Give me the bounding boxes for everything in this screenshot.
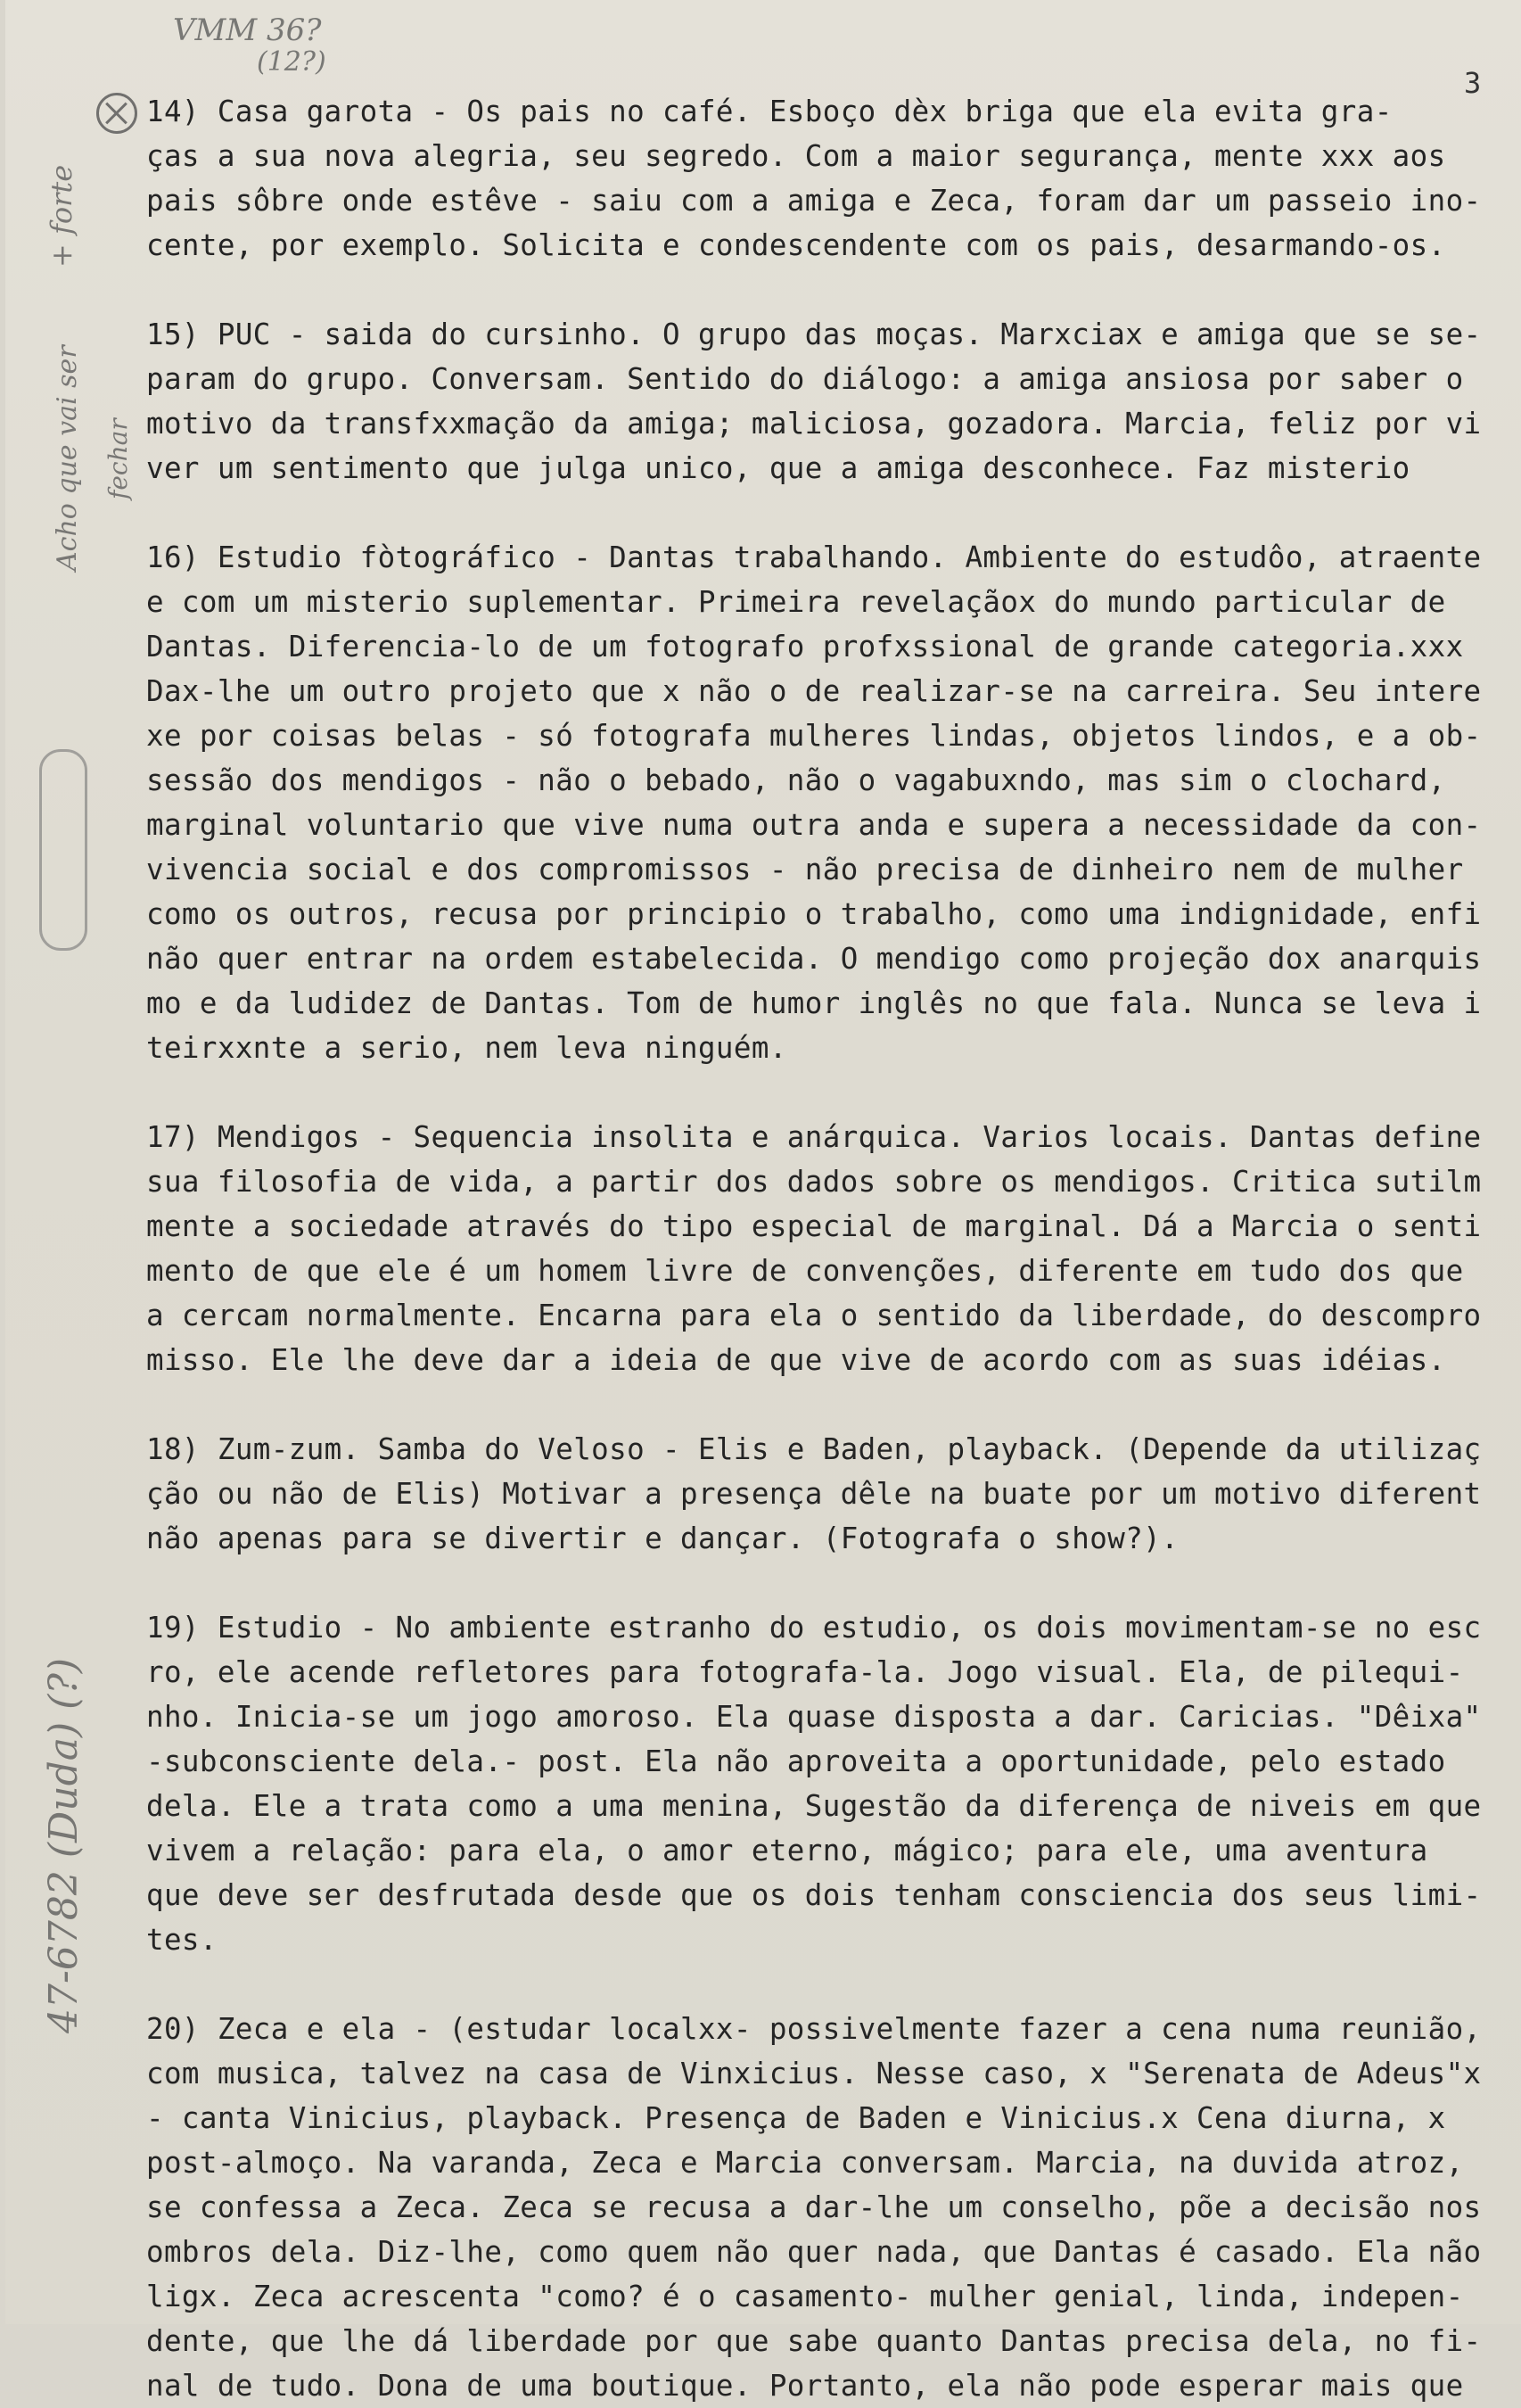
typed-line: 18) Zum-zum. Samba do Veloso - Elis e Baden, playback. (Depende da utilizaç — [146, 1432, 1482, 1466]
typed-line: 17) Mendigos - Sequencia insolita e anárquica. Varios locais. Dantas define — [146, 1120, 1482, 1154]
typed-line: misso. Ele lhe deve dar a ideia de que vive de acordo com as suas idéias. — [146, 1343, 1446, 1377]
typed-line: 14) Casa garota - Os pais no café. Esboço dèx briga que ela evita gra- — [146, 95, 1393, 128]
typed-line: 16) Estudio fòtográfico - Dantas trabalhando. Ambiente do estudôo, atraente — [146, 540, 1482, 574]
typed-line: que deve ser desfrutada desde que os dois tenham consciencia dos seus limi- — [146, 1878, 1482, 1912]
typed-line: 20) Zeca e ela - (estudar localxx- possivelmente fazer a cena numa reunião, — [146, 2012, 1482, 2046]
typed-line: ligx. Zeca acrescenta "como? é o casamento- mulher genial, linda, indepen- — [146, 2280, 1464, 2313]
typed-line: não quer entrar na ordem estabelecida. O mendigo como projeção dox anarquis — [146, 942, 1482, 976]
typed-line: tes. — [146, 1923, 218, 1957]
typed-text-body — [146, 89, 1519, 2408]
typed-line: param do grupo. Conversam. Sentido do diálogo: a amiga ansiosa por saber o — [146, 362, 1464, 396]
typed-line: - canta Vinicius, playback. Presença de Baden e Vinicius.x Cena diurna, x — [146, 2101, 1446, 2135]
typed-line: se confessa a Zeca. Zeca se recusa a dar-lhe um conselho, põe a decisão nos — [146, 2190, 1482, 2224]
typed-line: pais sôbre onde estêve - saiu com a amiga e Zeca, foram dar um passeio ino- — [146, 184, 1482, 218]
typed-line: teirxxnte a serio, nem leva ninguém. — [146, 1031, 787, 1065]
paragraph-gap — [146, 268, 1519, 312]
typed-line: cente, por exemplo. Solicita e condescendente com os pais, desarmando-os. — [146, 228, 1446, 262]
typed-line: 19) Estudio - No ambiente estranho do estudio, os dois movimentam-se no esc — [146, 1611, 1482, 1645]
typed-line: -subconsciente dela.- post. Ela não aproveita a oportunidade, pelo estado — [146, 1744, 1446, 1778]
typewritten-page — [5, 0, 1521, 2403]
typed-line: mo e da ludidez de Dantas. Tom de humor inglês no que fala. Nunca se leva i — [146, 986, 1482, 1020]
handwritten-margin-note-3: fechar — [103, 418, 133, 499]
typed-line: ver um sentimento que julga unico, que a amiga desconhece. Faz misterio — [146, 451, 1410, 485]
typed-line: nho. Inicia-se um jogo amoroso. Ela quase disposta a dar. Caricias. "Dêixa" — [146, 1700, 1482, 1734]
typed-line: não apenas para se divertir e dançar. (Fotografa o show?). — [146, 1521, 1180, 1555]
typed-line: e com um misterio suplementar. Primeira revelaçãox do mundo particular de — [146, 585, 1446, 619]
typed-line: nal de tudo. Dona de uma boutique. Portanto, ela não pode esperar mais que — [146, 2369, 1464, 2403]
paragraph-gap — [146, 491, 1519, 535]
typed-line: Dax-lhe um outro projeto que x não o de realizar-se na carreira. Seu intere — [146, 674, 1482, 708]
typed-line: xe por coisas belas - só fotografa mulheres lindas, objetos lindos, e a ob- — [146, 719, 1482, 753]
handwritten-margin-vertical: 47-6782 (Duda) (?) — [41, 1657, 86, 2033]
typed-line: ção ou não de Elis) Motivar a presença dêle na buate por um motivo diferent — [146, 1477, 1482, 1511]
typed-line: sessão dos mendigos - não o bebado, não o vagabuxndo, mas sim o clochard, — [146, 763, 1446, 797]
paragraph-gap — [146, 1382, 1519, 1427]
typed-line: motivo da transfxxmação da amiga; maliciosa, gozadora. Marcia, feliz por vi — [146, 407, 1482, 441]
handwritten-margin-note-1: + forte — [45, 164, 78, 268]
typed-line: dente, que lhe dá liberdade por que sabe quanto Dantas precisa dela, no fi- — [146, 2324, 1482, 2358]
typed-line: marginal voluntario que vive numa outra anda e supera a necessidade da con- — [146, 808, 1482, 842]
circled-x-mark-icon — [96, 93, 137, 134]
paragraph-gap — [146, 1962, 1519, 2007]
typed-line: ças a sua nova alegria, seu segredo. Com a maior segurança, mente xxx aos — [146, 139, 1446, 173]
handwritten-top-subnote: (12?) — [257, 46, 326, 78]
typed-line: 15) PUC - saida do cursinho. O grupo das moças. Marxciax e amiga que se se- — [146, 317, 1482, 351]
typed-line: a cercam normalmente. Encarna para ela o sentido da liberdade, do descompro — [146, 1299, 1482, 1332]
typed-line: dela. Ele a trata como a uma menina, Sugestão da diferença de niveis em que — [146, 1789, 1482, 1823]
handwritten-margin-note-2: Acho que vai ser — [52, 345, 83, 571]
typed-line: post-almoço. Na varanda, Zeca e Marcia conversam. Marcia, na duvida atroz, — [146, 2146, 1464, 2180]
typed-line: mento de que ele é um homem livre de convenções, diferente em tudo dos que — [146, 1254, 1464, 1288]
page-number: 3 — [1464, 66, 1482, 100]
handwritten-top-note: VMM 36? — [173, 12, 322, 48]
paragraph-gap — [146, 1070, 1519, 1115]
typed-line: ro, ele acende refletores para fotografa-la. Jogo visual. Ela, de pilequi- — [146, 1655, 1464, 1689]
typed-line: sua filosofia de vida, a partir dos dados sobre os mendigos. Critica sutilm — [146, 1165, 1482, 1199]
typed-line: como os outros, recusa por principio o trabalho, como uma indignidade, enfi — [146, 897, 1482, 931]
margin-stamp — [39, 749, 87, 951]
typed-line: vivencia social e dos compromissos - não precisa de dinheiro nem de mulher — [146, 853, 1464, 887]
typed-line: mente a sociedade através do tipo especial de marginal. Dá a Marcia o senti — [146, 1209, 1482, 1243]
typed-line: Dantas. Diferencia-lo de um fotografo profxssional de grande categoria.xxx — [146, 630, 1464, 664]
typed-line: ombros dela. Diz-lhe, como quem não quer nada, que Dantas é casado. Ela não — [146, 2235, 1482, 2269]
typed-line: vivem a relação: para ela, o amor eterno, mágico; para ele, uma aventura — [146, 1834, 1428, 1868]
paragraph-gap — [146, 1561, 1519, 1605]
typed-line: com musica, talvez na casa de Vinxicius. Nesse caso, x "Serenata de Adeus"x — [146, 2057, 1482, 2091]
